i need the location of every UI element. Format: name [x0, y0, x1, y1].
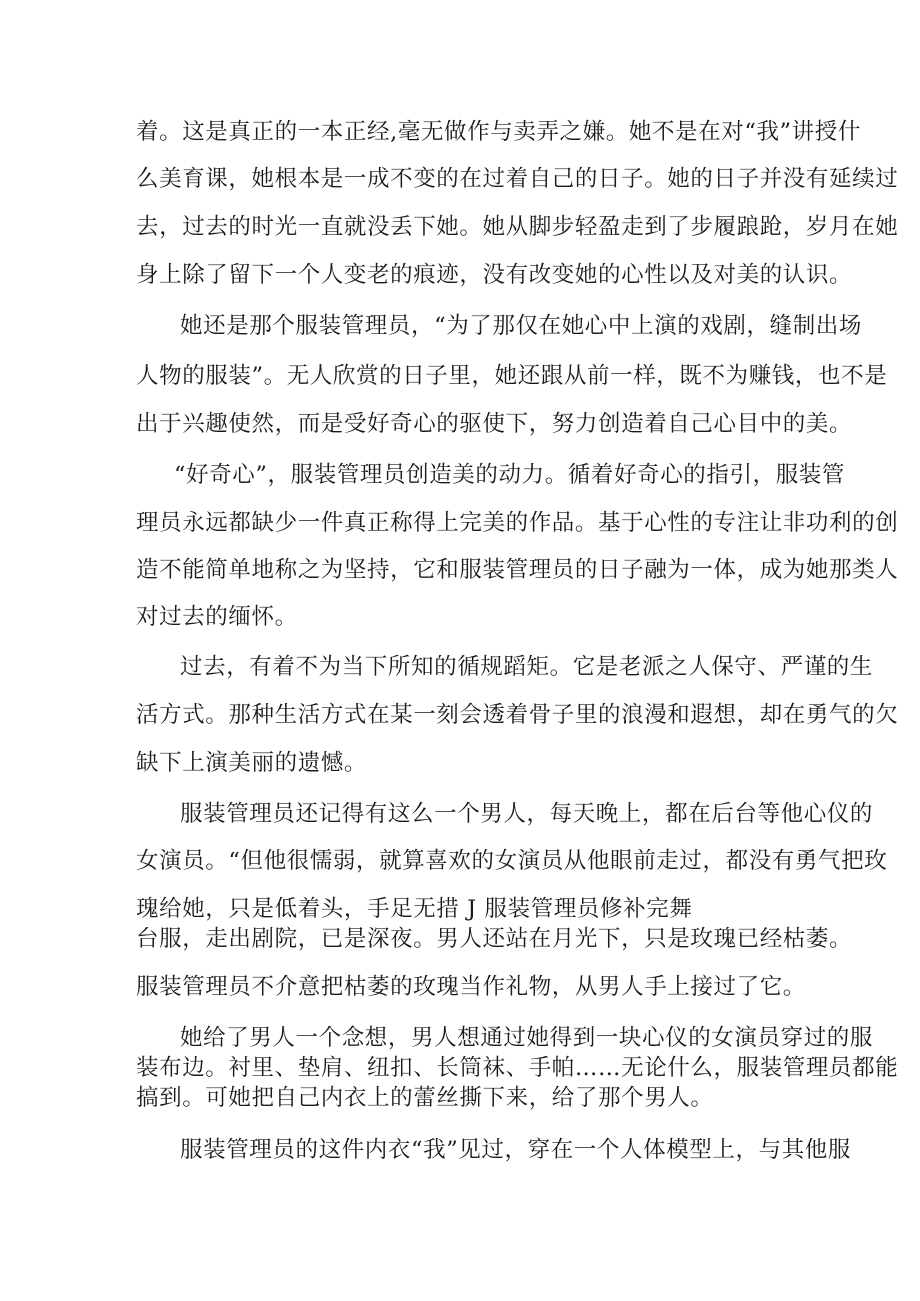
text-line: 女演员。“但他很懦弱，就算喜欢的女演员从他眼前走过，都没有勇气把玫 [136, 848, 888, 874]
text-line: 她还是那个服装管理员，“为了那仅在她心中上演的戏剧，缝制出场 [180, 313, 863, 339]
text-line: 瑰给她，只是低着头，手足无措 J 服装管理员修补完舞 [136, 896, 693, 922]
text-line: 服装管理员还记得有这么一个男人，每天晚上，都在后台等他心仪的 [180, 801, 874, 827]
text-line: 搞到。可她把自己内衣上的蕾丝撕下来，给了那个男人。 [136, 1085, 714, 1111]
text-line: 活方式。那种生活方式在某一刻会透着骨子里的浪漫和遐想，却在勇气的欠 [136, 702, 899, 728]
text-line: 台服，走出剧院，已是深夜。男人还站在月光下，只是玫瑰已经枯萎。 [136, 926, 853, 952]
text-line: 对过去的缅怀。 [136, 604, 298, 630]
text-line: 去，过去的时光一直就没丢下她。她从脚步轻盈走到了步履踉跄，岁月在她 [136, 214, 899, 240]
text-line: 服装管理员不介意把枯萎的玫瑰当作礼物，从男人手上接过了它。 [136, 974, 806, 1000]
text-line: 么美育课，她根本是一成不变的在过着自己的日子。她的日子并没有延续过 [136, 166, 899, 192]
text-line: 服装管理员的这件内衣“我”见过，穿在一个人体模型上，与其他服 [180, 1137, 852, 1163]
text-line: 着。这是真正的一本正经,毫无做作与卖弄之嫌。她不是在对“我”讲授什 [136, 119, 861, 145]
text-line: 缺下上演美丽的遗憾。 [136, 750, 368, 776]
text-line: 她给了男人一个念想，男人想通过她得到一块心仪的女演员穿过的服 [180, 1025, 874, 1051]
text-line: “好奇心”，服装管理员创造美的动力。循着好奇心的指引，服装管 [174, 462, 846, 488]
text-line: 装布边。衬里、垫肩、纽扣、长筒袜、手帕……无论什么，服装管理员都能 [136, 1055, 899, 1081]
text-line: 理员永远都缺少一件真正称得上完美的作品。基于心性的专注让非功利的创 [136, 510, 899, 536]
text-line: 过去，有着不为当下所知的循规蹈矩。它是老派之人保守、严谨的生 [180, 654, 874, 680]
text-line: 出于兴趣使然，而是受好奇心的驱使下，努力创造着自己心目中的美。 [136, 411, 853, 437]
text-line: 身上除了留下一个人变老的痕迹，没有改变她的心性以及对美的认识。 [136, 262, 853, 288]
text-line: 造不能简单地称之为坚持，它和服装管理员的日子融为一体，成为她那类人 [136, 557, 899, 583]
text-line: 人物的服装”。无人欣赏的日子里，她还跟从前一样，既不为赚钱，也不是 [136, 363, 888, 389]
